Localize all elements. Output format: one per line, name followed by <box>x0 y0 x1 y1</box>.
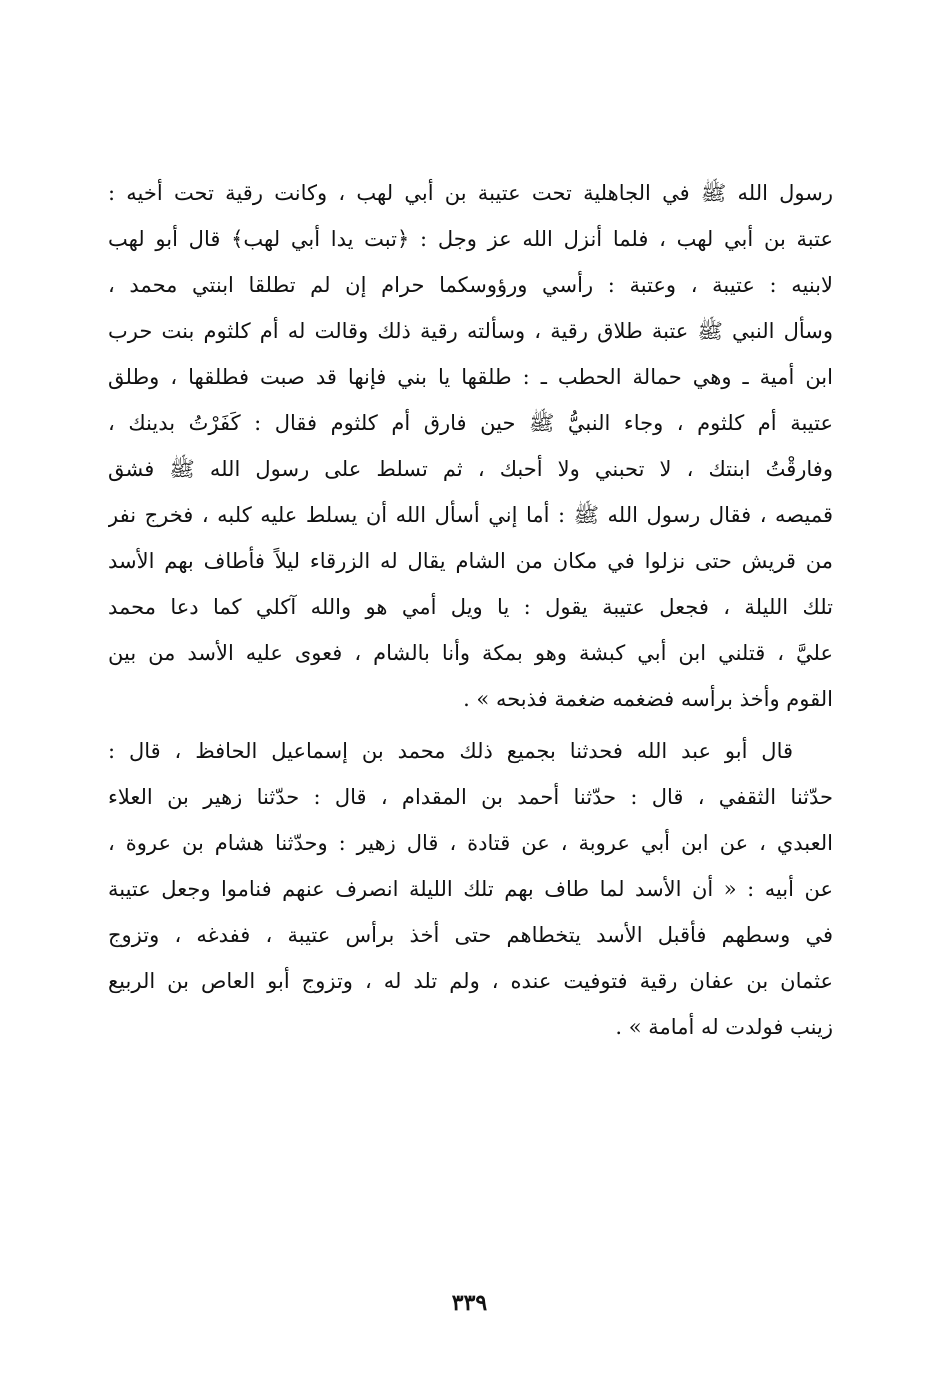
text-line: حدّثنا الثقفي ، قال : حدّثنا أحمد بن المقدام ، قال : حدّثنا زهير بن العلاء <box>108 785 833 809</box>
paragraph-1 <box>108 170 833 722</box>
text-line: في وسطهم فأقبل الأسد يتخطاهم حتى أخذ برأس عتيبة ، ففدغه ، وتزوج <box>108 923 833 947</box>
text-line: قال أبو عبد الله فحدثنا بجميع ذلك محمد بن إسماعيل الحافظ ، قال : <box>108 739 793 763</box>
text-line: العبدي ، عن ابن أبي عروبة ، عن قتادة ، قال زهير : وحدّثنا هشام بن عروة ، <box>108 831 833 855</box>
text-line: من قريش حتى نزلوا في مكان من الشام يقال له الزرقاء ليلاً فأطاف بهم الأسد <box>108 549 833 573</box>
text-line: وفارقْتُ ابنتك ، لا تحبني ولا أحبك ، ثم تسلط على رسول الله ﷺ فشق <box>108 457 833 481</box>
text-line: القوم وأخذ برأسه فضغمه ضغمة فذبحه » . <box>463 687 833 711</box>
text-line: قميصه ، فقال رسول الله ﷺ : أما إني أسأل الله أن يسلط عليه كلبه ، فخرج نفر <box>108 503 833 527</box>
text-line: ابن أمية ـ وهي حمالة الحطب ـ : طلقها يا بني فإنها قد صبت فطلقها ، وطلق <box>108 365 833 389</box>
text-line: عن أبيه : « أن الأسد لما طاف بهم تلك الليلة انصرف عنهم فناموا وجعل عتيبة <box>108 877 833 901</box>
text-line: زينب فولدت له أمامة » . <box>615 1015 833 1039</box>
text-line: تلك الليلة ، فجعل عتيبة يقول : يا ويل أمي هو والله آكلي كما دعا محمد <box>108 595 833 619</box>
text-line: وسأل النبي ﷺ عتبة طلاق رقية ، وسألته رقية ذلك وقالت له أم كلثوم بنت حرب <box>108 319 833 343</box>
text-line: عتبة بن أبي لهب ، فلما أنزل الله عز وجل : ﴿تبت يدا أبي لهب﴾ قال أبو لهب <box>108 227 833 251</box>
text-line: عثمان بن عفان رقية فتوفيت عنده ، ولم تلد له ، وتزوج أبو العاص بن الربيع <box>108 969 833 993</box>
page-number: ٣٣٩ <box>451 1290 488 1316</box>
text-line: رسول الله ﷺ في الجاهلية تحت عتيبة بن أبي لهب ، وكانت رقية تحت أخيه : <box>108 181 833 205</box>
text-line: لابنيه : عتيبة ، وعتبة : رأسي ورؤوسكما حرام إن لم تطلقا ابنتي محمد ، <box>108 273 833 297</box>
text-line: عتيبة أم كلثوم ، وجاء النبيُّ ﷺ حين فارق أم كلثوم فقال : كَفَرْتُ بدينك ، <box>108 411 833 435</box>
text-line: عليَّ ، قتلني ابن أبي كبشة وهو بمكة وأنا بالشام ، فعوى عليه الأسد من بين <box>108 641 833 665</box>
paragraph-2 <box>108 728 833 1050</box>
